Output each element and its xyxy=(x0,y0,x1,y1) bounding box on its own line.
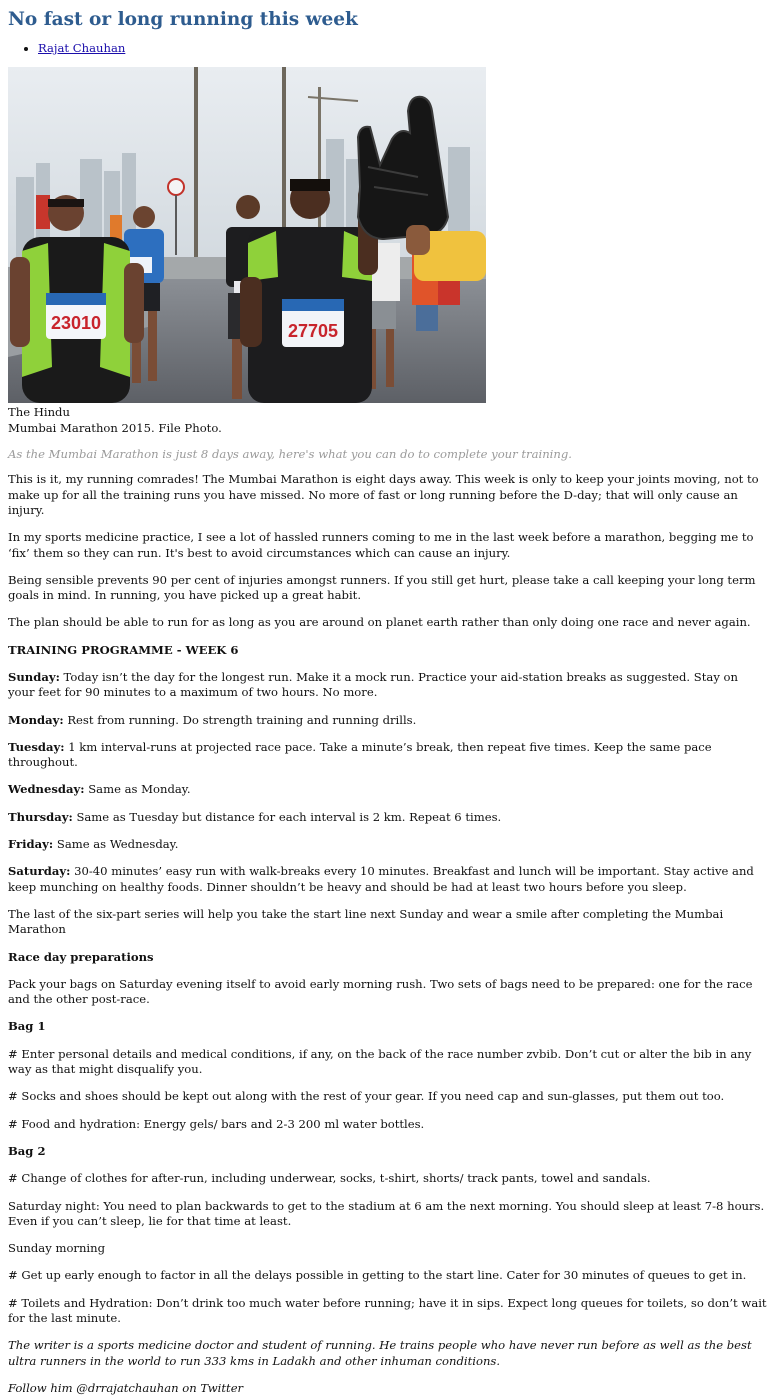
bag1-item: # Socks and shoes should be kept out along with the rest of your gear. If you need cap and sun-glasses, put them out too. xyxy=(8,1089,725,1104)
bag2-heading: Bag 2 xyxy=(8,1143,46,1158)
programme-day-friday xyxy=(8,837,767,852)
article-headline: No fast or long running this week xyxy=(8,9,358,30)
day-text: Today isn’t the day for the longest run. Make it a mock run. Practice your aid-station breaks as suggested. Stay on your feet for 90 minutes to a maximum of two hours. No more. xyxy=(8,669,738,700)
bag2-item: # Change of clothes for after-run, including underwear, socks, t-shirt, shorts/ track pants, towel and sandals. xyxy=(8,1171,651,1186)
intro-paragraph: The plan should be able to run for as long as you are around on planet earth rather than only doing one race and never again. xyxy=(8,615,751,630)
bib-number-27705: 27705 xyxy=(287,321,339,342)
day-text: Same as Monday. xyxy=(84,782,191,797)
bib-number-23010: 23010 xyxy=(50,313,102,334)
programme-heading: TRAINING PROGRAMME - WEEK 6 xyxy=(8,642,239,657)
author-bio: The writer is a sports medicine doctor and student of running. He trains people who have never run before as well as the best ultra runners in the world to run 333 kms in Ladakh and other inhuman conditions. xyxy=(8,1338,752,1368)
day-label: Tuesday: xyxy=(8,739,65,754)
day-text: Same as Wednesday. xyxy=(53,837,179,852)
article-photo xyxy=(8,67,486,403)
follow-author: Follow him @drrajatchauhan on Twitter xyxy=(8,1380,244,1395)
bag1-heading: Bag 1 xyxy=(8,1019,46,1034)
photo-caption-text: Mumbai Marathon 2015. File Photo. xyxy=(8,420,222,435)
day-text: Same as Tuesday but distance for each interval is 2 km. Repeat 6 times. xyxy=(72,809,502,824)
author-link[interactable]: Rajat Chauhan xyxy=(38,41,126,56)
sunday-morning-item: # Toilets and Hydration: Don’t drink too much water before running; have it in sips. Expect long queues for toilets, so don’t wait for the last minute. xyxy=(8,1295,767,1325)
programme-day-saturday xyxy=(8,864,767,895)
day-label: Friday: xyxy=(8,837,54,852)
intro-paragraph: In my sports medicine practice, I see a lot of hassled runners coming to me in the last week before a marathon, begging me to ‘fix’ them so they can run. It's best to avoid circumstances which can cause an injury. xyxy=(8,530,754,560)
day-text: 1 km interval-runs at projected race pace. Take a minute’s break, then repeat five times. Keep the same pace throughout. xyxy=(8,739,712,770)
series-note: The last of the six-part series will help you take the start line next Sunday and wear a smile after completing the Mumbai Marathon xyxy=(8,906,724,937)
photo-caption xyxy=(8,405,767,436)
day-label: Sunday: xyxy=(8,669,60,684)
photo-credit: The Hindu xyxy=(8,405,70,420)
programme-day-monday xyxy=(8,713,767,728)
programme-day-wednesday xyxy=(8,782,767,797)
day-label: Saturday: xyxy=(8,864,71,879)
programme-day-thursday xyxy=(8,810,767,825)
intro-paragraph: This is it, my running comrades! The Mumbai Marathon is eight days away. This week is only to keep your joints moving, not to make up for all the training runs you have missed. No more of fast or long running before the D-day; that will only cause an injury. xyxy=(8,472,759,517)
bag1-item: # Food and hydration: Energy gels/ bars and 2-3 200 ml water bottles. xyxy=(8,1116,425,1131)
day-text: 30-40 minutes’ easy run with walk-breaks every 10 minutes. Breakfast and lunch will be important. Stay active and keep munching on healthy foods. Dinner shouldn’t be heavy and should be had at least two hours before you sleep. xyxy=(8,864,754,894)
race-day-heading: Race day preparations xyxy=(8,949,154,964)
sunday-morning-label: Sunday morning xyxy=(8,1241,106,1256)
day-label: Wednesday: xyxy=(8,782,85,797)
bag1-item: # Enter personal details and medical conditions, if any, on the back of the race number zvbib. Don’t cut or alter the bib in any way as that might disqualify you. xyxy=(8,1046,752,1077)
sunday-morning-item: # Get up early enough to factor in all the delays possible in getting to the start line. Cater for 30 minutes of queues to get in. xyxy=(8,1268,747,1283)
programme-day-tuesday xyxy=(8,740,767,771)
day-label: Monday: xyxy=(8,712,64,727)
intro-paragraph: Being sensible prevents 90 per cent of injuries amongst runners. If you still get hurt, please take a call keeping your long term goals in mind. In running, you have picked up a great habit. xyxy=(8,572,756,603)
author-list xyxy=(8,41,767,56)
author-item xyxy=(38,41,767,56)
day-text: Rest from running. Do strength training and running drills. xyxy=(63,712,417,727)
saturday-night-note: Saturday night: You need to plan backwards to get to the stadium at 6 am the next morning. You should sleep at least 7-8 hours. Even if you can’t sleep, lie for that time at least. xyxy=(8,1198,765,1228)
programme-day-sunday xyxy=(8,670,767,701)
article-standfirst: As the Mumbai Marathon is just 8 days away, here's what you can do to complete your training. xyxy=(8,447,572,462)
day-label: Thursday: xyxy=(8,809,73,824)
race-day-intro: Pack your bags on Saturday evening itself to avoid early morning rush. Two sets of bags need to be prepared: one for the race and the other post-race. xyxy=(8,976,753,1007)
